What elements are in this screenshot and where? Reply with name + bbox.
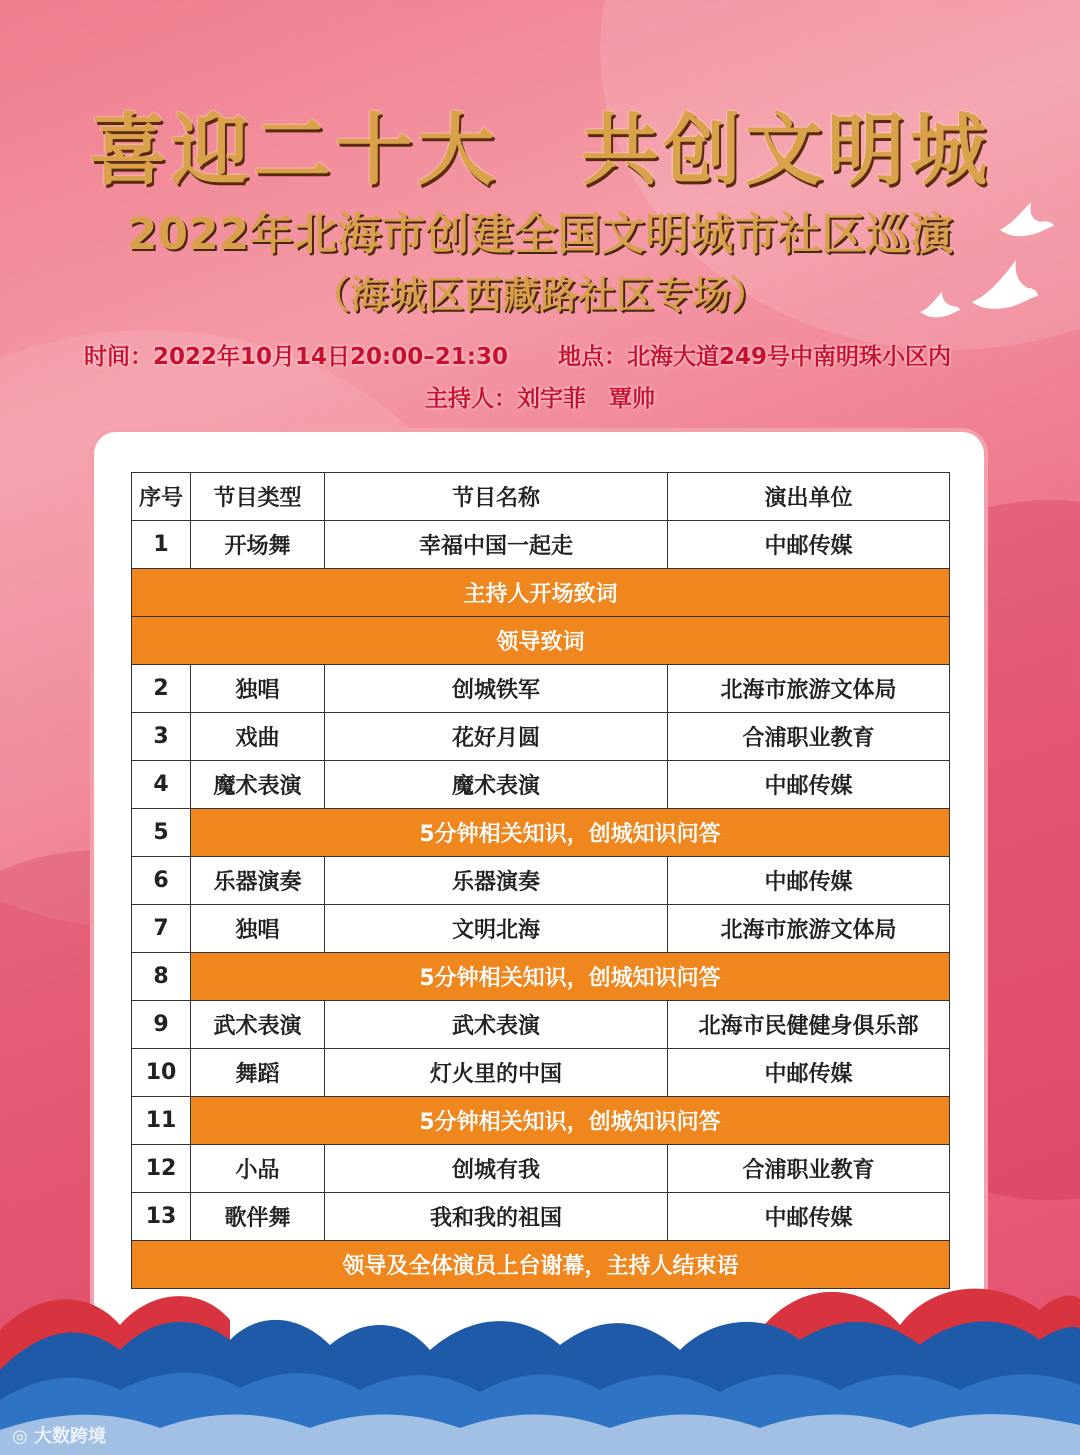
table-cell: 乐器演奏 [191, 857, 325, 905]
table-row [132, 1049, 950, 1097]
table-row [132, 953, 950, 1001]
table-cell: 开场舞 [191, 521, 325, 569]
wave-decoration [0, 1270, 1080, 1455]
table-cell: 小品 [191, 1145, 325, 1193]
column-header: 节目名称 [325, 473, 668, 521]
poster-title: 喜迎二十大 共创文明城 [88, 105, 991, 196]
event-time: 时间：2022年10月14日20:00–21:30 [84, 344, 508, 370]
table-cell: 我和我的祖国 [325, 1193, 668, 1241]
table-cell: 武术表演 [191, 1001, 325, 1049]
table-row [132, 617, 950, 665]
dove-icon [970, 258, 1040, 316]
event-host: 主持人：刘宇菲 覃帅 [425, 386, 655, 412]
column-header: 序号 [132, 473, 191, 521]
table-cell: 中邮传媒 [668, 1193, 950, 1241]
table-cell: 武术表演 [325, 1001, 668, 1049]
row-number: 2 [132, 665, 191, 713]
row-number: 7 [132, 905, 191, 953]
table-row [132, 809, 950, 857]
table-cell: 北海市旅游文体局 [668, 905, 950, 953]
event-place: 地点：北海大道249号中南明珠小区内 [558, 344, 952, 370]
table-row [132, 665, 950, 713]
table-cell: 中邮传媒 [668, 521, 950, 569]
table-row [132, 1097, 950, 1145]
watermark [12, 1422, 106, 1448]
table-row [132, 761, 950, 809]
table-cell: 合浦职业教育 [668, 1145, 950, 1193]
table-cell: 独唱 [191, 905, 325, 953]
banner-cell: 领导致词 [132, 617, 950, 665]
table-row [132, 1001, 950, 1049]
banner-cell: 5分钟相关知识，创城知识问答 [191, 809, 950, 857]
table-cell: 歌伴舞 [191, 1193, 325, 1241]
table-cell: 中邮传媒 [668, 1049, 950, 1097]
table-cell: 中邮传媒 [668, 761, 950, 809]
row-number: 13 [132, 1193, 191, 1241]
table-row [132, 857, 950, 905]
table-cell: 创城铁军 [325, 665, 668, 713]
table-cell: 中邮传媒 [668, 857, 950, 905]
program-table [131, 472, 950, 1289]
banner-cell: 领导及全体演员上台谢幕，主持人结束语 [132, 1241, 950, 1289]
table-cell: 乐器演奏 [325, 857, 668, 905]
row-number: 11 [132, 1097, 191, 1145]
table-row [132, 713, 950, 761]
row-number: 12 [132, 1145, 191, 1193]
dove-icon [918, 290, 962, 324]
row-number: 4 [132, 761, 191, 809]
table-cell: 创城有我 [325, 1145, 668, 1193]
table-cell: 戏曲 [191, 713, 325, 761]
dove-icon [998, 200, 1056, 246]
row-number: 9 [132, 1001, 191, 1049]
table-row [132, 569, 950, 617]
column-header: 演出单位 [668, 473, 950, 521]
banner-cell: 主持人开场致词 [132, 569, 950, 617]
table-cell: 舞蹈 [191, 1049, 325, 1097]
table-row [132, 1193, 950, 1241]
row-number: 10 [132, 1049, 191, 1097]
table-cell: 北海市旅游文体局 [668, 665, 950, 713]
table-row [132, 1145, 950, 1193]
table-cell: 幸福中国一起走 [325, 521, 668, 569]
row-number: 3 [132, 713, 191, 761]
row-number: 5 [132, 809, 191, 857]
table-cell: 独唱 [191, 665, 325, 713]
logo-icon: ◎ [12, 1426, 28, 1447]
poster-venue-subtitle: （海城区西藏路社区专场） [311, 273, 768, 317]
row-number: 6 [132, 857, 191, 905]
table-row [132, 521, 950, 569]
banner-cell: 5分钟相关知识，创城知识问答 [191, 953, 950, 1001]
table-cell: 花好月圆 [325, 713, 668, 761]
watermark-text: 大数跨境 [34, 1426, 106, 1447]
table-cell: 北海市民健健身俱乐部 [668, 1001, 950, 1049]
column-header: 节目类型 [191, 473, 325, 521]
table-cell: 魔术表演 [325, 761, 668, 809]
table-cell: 魔术表演 [191, 761, 325, 809]
table-header-row [132, 473, 950, 521]
table-cell: 合浦职业教育 [668, 713, 950, 761]
row-number: 8 [132, 953, 191, 1001]
table-cell: 文明北海 [325, 905, 668, 953]
banner-cell: 5分钟相关知识，创城知识问答 [191, 1097, 950, 1145]
table-cell: 灯火里的中国 [325, 1049, 668, 1097]
table-row [132, 905, 950, 953]
poster-subtitle: 2022年北海市创建全国文明城市社区巡演 [126, 209, 954, 260]
row-number: 1 [132, 521, 191, 569]
